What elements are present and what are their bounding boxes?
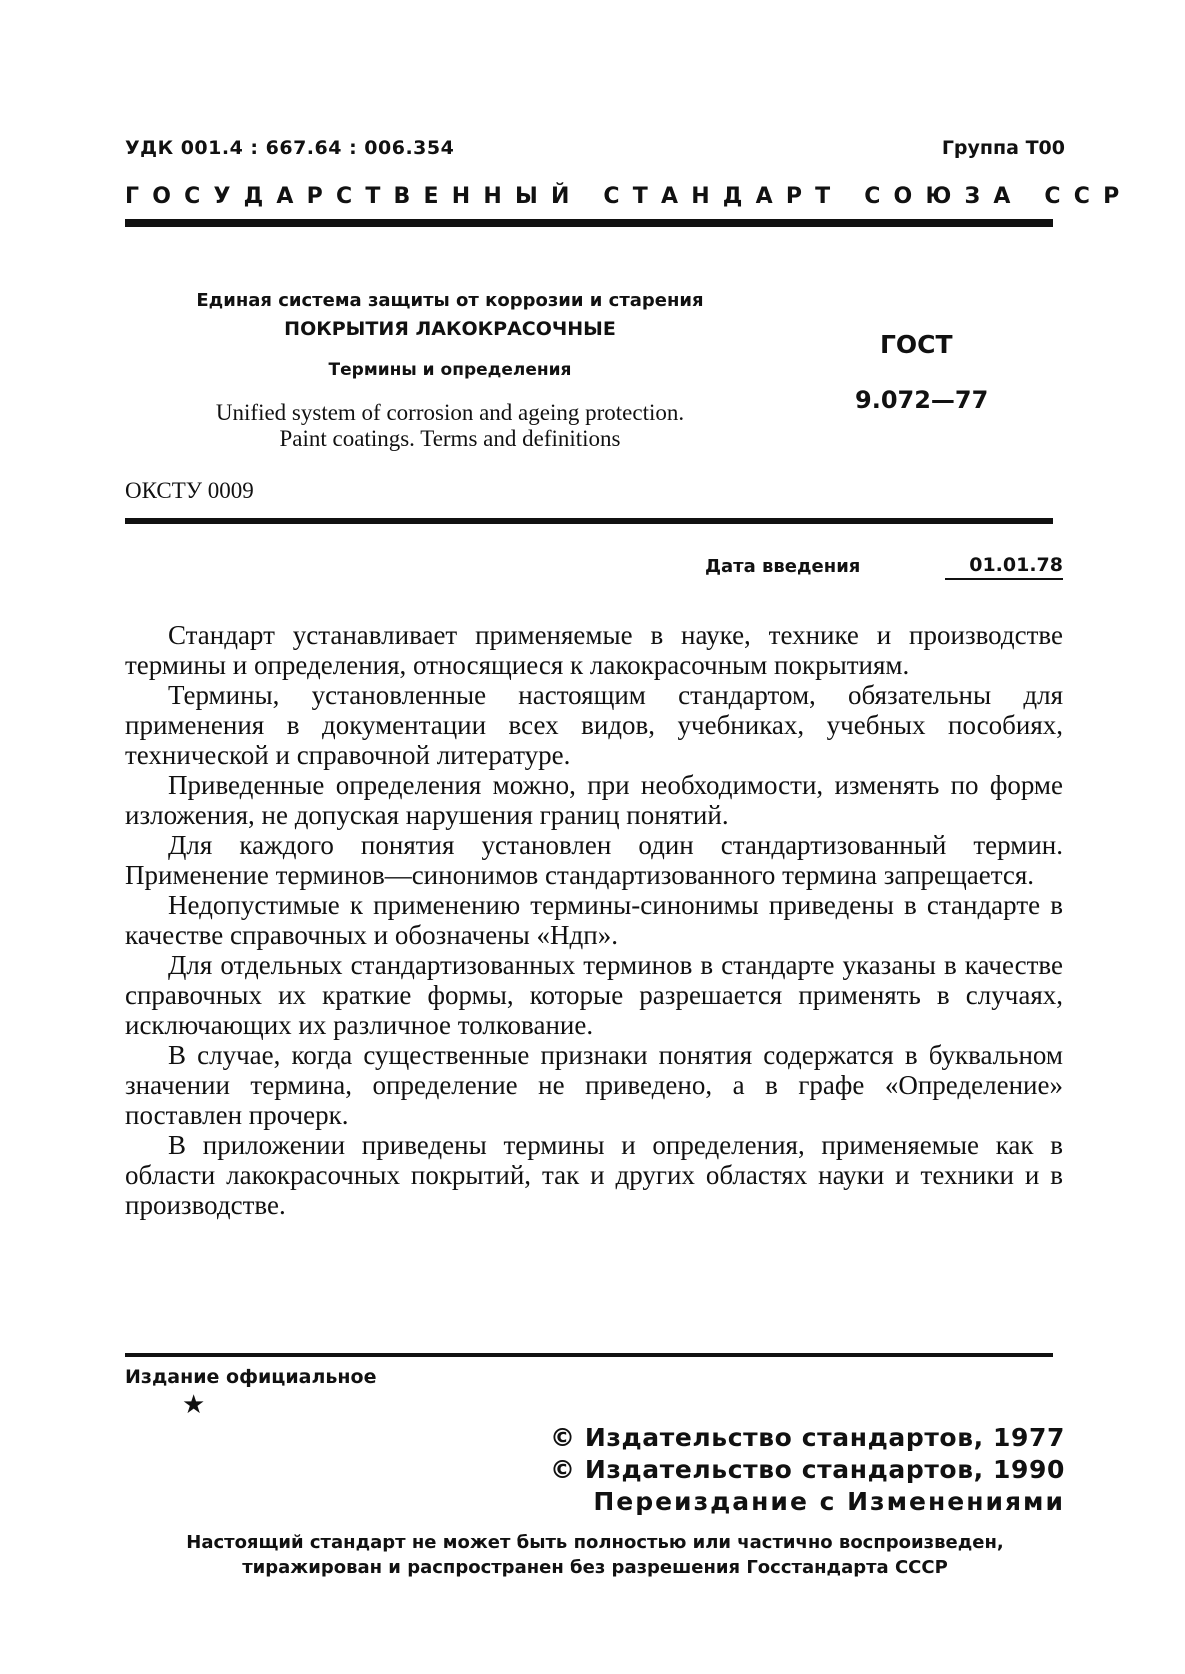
state-standard-heading: ГОСУДАРСТВЕННЫЙ СТАНДАРТ СОЮЗА ССР [125,184,1133,209]
official-edition-label: Издание официальное [125,1366,377,1388]
paragraph: Для каждого понятия установлен один стандартизованный термин. Применение терминов—синонимов стандартизованного термина запрещается. [125,830,1063,890]
title-block [150,288,750,452]
gost-label: ГОСТ [880,330,953,359]
english-title-line-1: Unified system of corrosion and ageing protection. [215,400,685,425]
paragraph: В случае, когда существенные признаки понятия содержатся в буквальном значении термина, определение не приведено, а в графе «Определение» поставлен прочерк. [125,1040,1063,1130]
paragraph: В приложении приведены термины и определения, применяемые как в области лакокрасочных покрытий, так и других областях науки и техники и в производстве. [125,1130,1063,1220]
paragraph: Стандарт устанавливает применяемые в науке, технике и производстве термины и определения, относящиеся к лакокрасочным покрытиям. [125,620,1063,680]
system-name: Единая система защиты от коррозии и старения [196,290,704,311]
star-icon: ★ [182,1390,206,1420]
paragraph: Термины, установленные настоящим стандартом, обязательны для применения в документации всех видов, учебниках, учебных пособиях, технической и справочной литературе. [125,680,1063,770]
date-value: 01.01.78 [945,554,1063,580]
reproduction-notice [125,1530,1065,1580]
republication-note: Переиздание с Изменениями [593,1487,1065,1516]
body-text [125,620,1063,1220]
english-title [150,400,750,452]
copyright-1977: © Издательство стандартов, 1977 [549,1423,1065,1452]
bottom-divider [125,1353,1053,1357]
oksty-code: ОКСТУ 0009 [125,478,254,503]
paragraph: Недопустимые к применению термины-синонимы приведены в стандарте в качестве справочных и обозначены «Ндп». [125,890,1063,950]
copyright-block [550,1422,1065,1518]
notice-line-1: Настоящий стандарт не может быть полностью или частично воспроизведен, [186,1532,1004,1553]
udk-code: УДК 001.4 : 667.64 : 006.354 [125,137,455,159]
group-code: Группа Т00 [941,137,1065,159]
paragraph: Приведенные определения можно, при необходимости, изменять по форме изложения, не допуская нарушения границ понятий. [125,770,1063,830]
date-label: Дата введения [705,556,861,577]
document-title: ПОКРЫТИЯ ЛАКОКРАСОЧНЫЕ [284,318,616,340]
middle-divider [125,518,1053,524]
top-divider [125,219,1053,227]
document-subtitle: Термины и определения [328,360,572,380]
notice-line-2: тиражирован и распространен без разрешения Госстандарта СССР [242,1557,948,1578]
english-title-line-2: Paint coatings. Terms and definitions [279,426,621,451]
copyright-1990: © Издательство стандартов, 1990 [549,1455,1065,1484]
paragraph: Для отдельных стандартизованных терминов в стандарте указаны в качестве справочных их краткие формы, которые разрешается применять в случаях, исключающих их различное толкование. [125,950,1063,1040]
gost-number: 9.072—77 [855,386,989,414]
